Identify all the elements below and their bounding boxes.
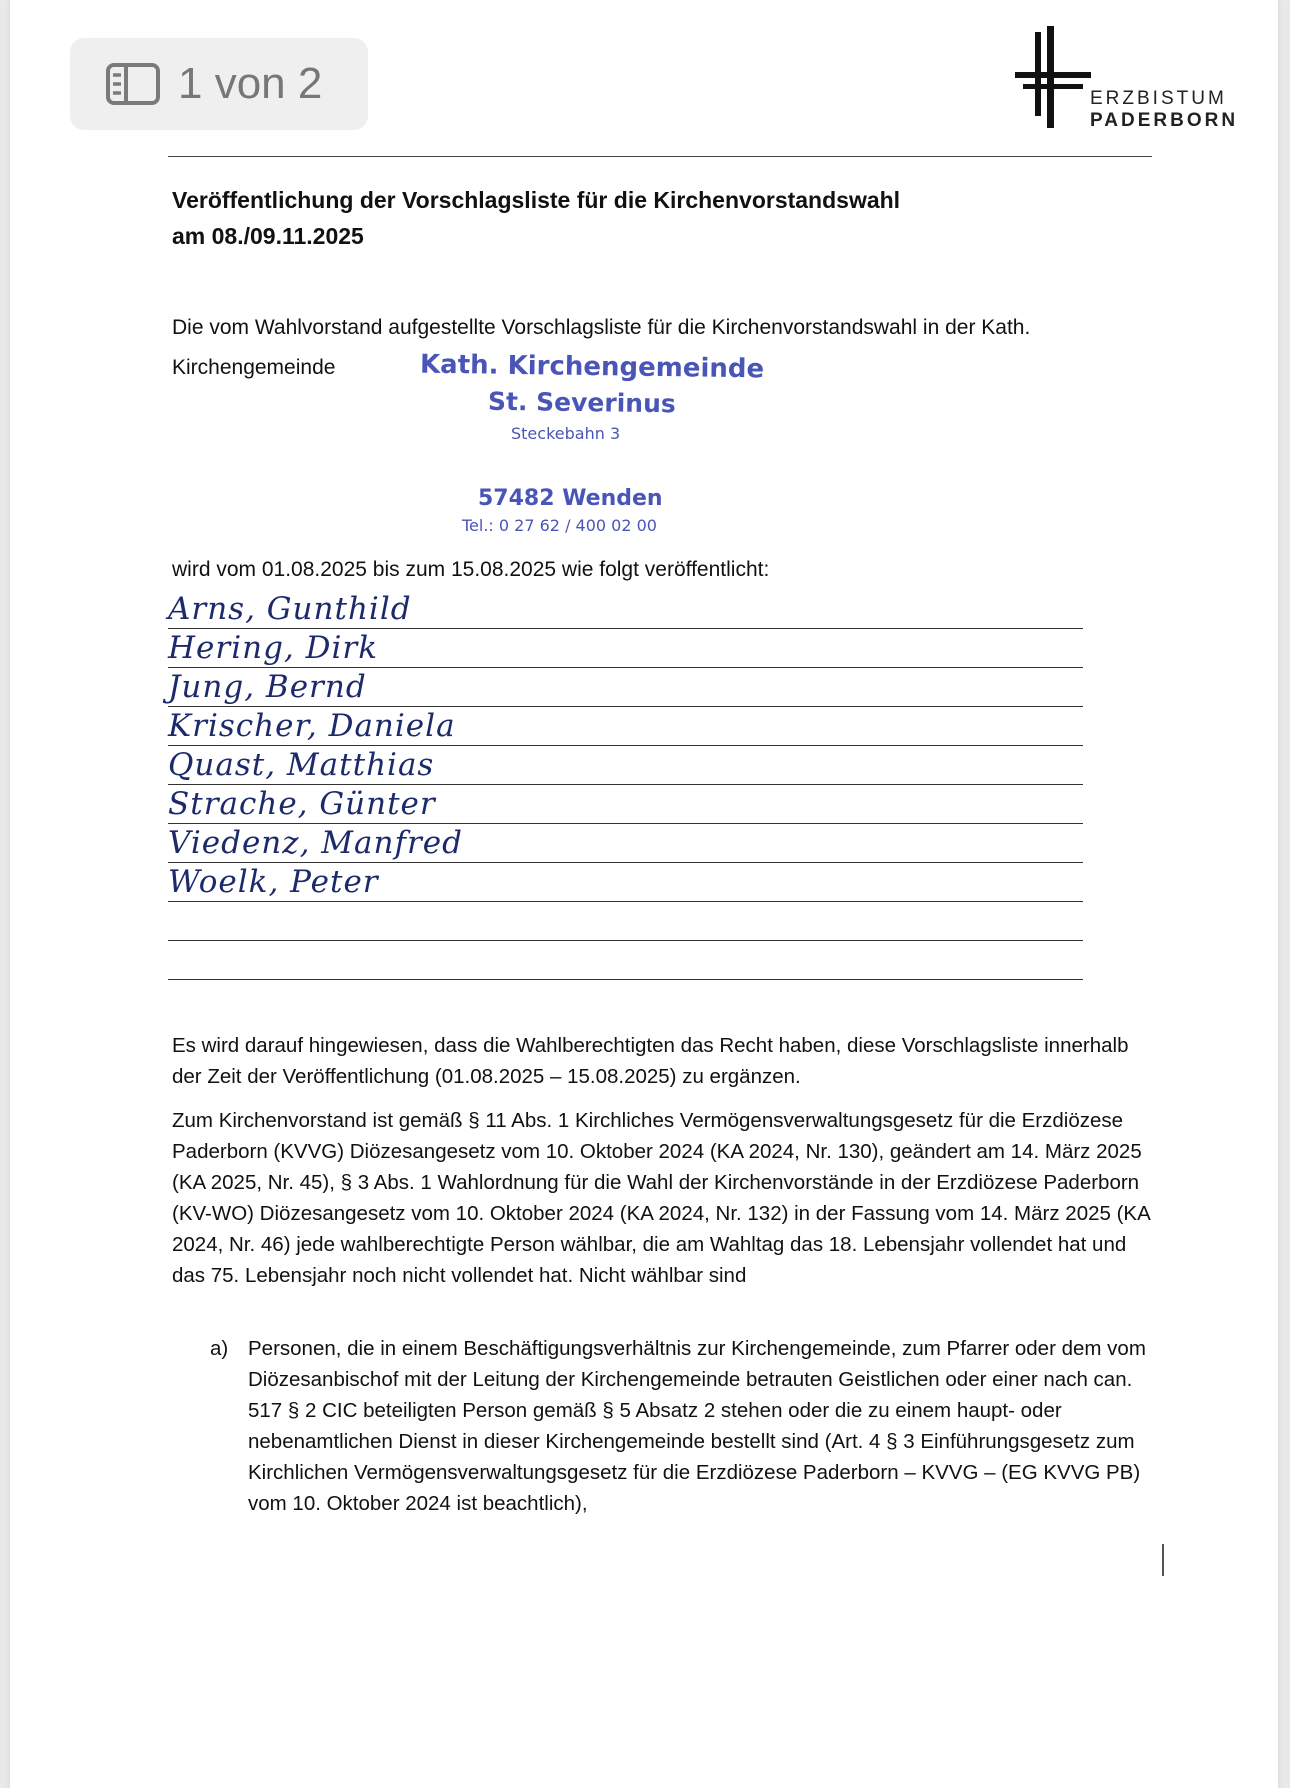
candidate-row: [168, 863, 1083, 902]
text-cursor: [1162, 1544, 1164, 1576]
page-indicator-label: 1 von 2: [178, 59, 323, 108]
candidate-name: Krischer, Daniela: [168, 708, 456, 744]
paragraph-eligibility: Zum Kirchenvorstand ist gemäß § 11 Abs. 1 Kirchliches Vermögensverwaltungsgesetz für die Erzdiözese Paderborn (KVVG) Diözesangesetz vom 10. Oktober 2024 (KA 2024, Nr. 130), geändert am 14. März 2025 (KA 2025, Nr. 45), § 3 Abs. 1 Wahlordnung für die Wahl der Kirchenvorstände in der Erzdiözese Paderborn (KV-WO) Diözesangesetz vom 10. Oktober 2024 (KA 2024, Nr. 132) in der Fassung vom 14. März 2025 (KA 2024, Nr. 46) jede wahlberechtigte Person wählbar, die am Wahltag das 18. Lebensjahr vollendet hat und das 75. Lebensjahr noch nicht vollendet hat. Nicht wählbar sind: [172, 1109, 1150, 1287]
list-item-marker: a): [210, 1337, 229, 1360]
cross-icon: [1013, 22, 1093, 132]
parish-stamp: [410, 349, 765, 550]
publication-period-text: wird vom 01.08.2025 bis zum 15.08.2025 wie folgt veröffentlicht:: [172, 558, 770, 581]
erzbistum-logo: [1013, 22, 1243, 132]
title-line-1: Veröffentlichung der Vorschlagsliste für die Kirchenvorstandswahl: [172, 187, 901, 213]
document-title: [172, 182, 1172, 254]
candidate-name: Viedenz, Manfred: [168, 825, 463, 861]
candidate-row: [168, 668, 1083, 707]
paragraph-notice: Es wird darauf hingewiesen, dass die Wahlberechtigten das Recht haben, diese Vorschlagsliste innerhalb der Zeit der Veröffentlichung (01.08.2025 – 15.08.2025) zu ergänzen.: [172, 1034, 1129, 1088]
candidate-row: [168, 707, 1083, 746]
candidate-row: [168, 590, 1083, 629]
candidate-name: Jung, Bernd: [168, 669, 367, 705]
candidate-name: Hering, Dirk: [168, 630, 379, 666]
document-page: [10, 0, 1278, 1788]
candidate-name: Strache, Günter: [168, 786, 436, 822]
intro-text: Die vom Wahlvorstand aufgestellte Vorschlagsliste für die Kirchenvorstandswahl in der Kath.: [172, 316, 1031, 339]
list-item-text: Personen, die in einem Beschäftigungsverhältnis zur Kirchengemeinde, zum Pfarrer oder dem vom Diözesanbischof mit der Leitung der Kirchengemeinde betrauten Geistlichen oder einer nach can. 517 § 2 CIC beteiligten Person gemäß § 5 Absatz 2 stehen oder die zu einem haupt- oder nebenamtlichen Dienst in dieser Kirchengemeinde bestellt sind (Art. 4 § 3 Einführungsgesetz zum Kirchlichen Vermögensverwaltungsgesetz für die Erzdiözese Paderborn – KVVG – (EG KVVG PB) vom 10. Oktober 2024 ist beachtlich),: [248, 1337, 1146, 1515]
page-indicator-button[interactable]: [70, 38, 368, 130]
title-line-2: am 08./09.11.2025: [172, 223, 364, 249]
header-divider: [168, 156, 1152, 157]
candidate-row: [168, 629, 1083, 668]
empty-candidate-row: [168, 941, 1083, 980]
candidate-name: Quast, Matthias: [168, 747, 435, 783]
stamp-line-4: 57482 Wenden: [478, 486, 663, 511]
stamp-line-5: Tel.: 0 27 62 / 400 02 00: [462, 516, 657, 535]
candidate-row: [168, 785, 1083, 824]
stamp-line-1: Kath. Kirchengemeinde: [419, 349, 765, 385]
stamp-line-2: St. Severinus: [487, 386, 676, 419]
intro-label-kirchengemeinde: Kirchengemeinde: [172, 356, 336, 379]
candidate-row: [168, 746, 1083, 785]
stamp-line-3: Steckebahn 3: [511, 424, 621, 443]
candidate-name: Woelk, Peter: [168, 864, 379, 900]
candidate-name: Arns, Gunthild: [168, 591, 412, 627]
logo-text-paderborn: PADERBORN: [1090, 110, 1239, 131]
empty-candidate-row: [168, 902, 1083, 941]
candidate-row: [168, 824, 1083, 863]
logo-text-erzbistum: ERZBISTUM: [1090, 88, 1227, 109]
sidebar-toggle-icon[interactable]: [106, 63, 160, 105]
candidate-list: [168, 590, 1083, 980]
